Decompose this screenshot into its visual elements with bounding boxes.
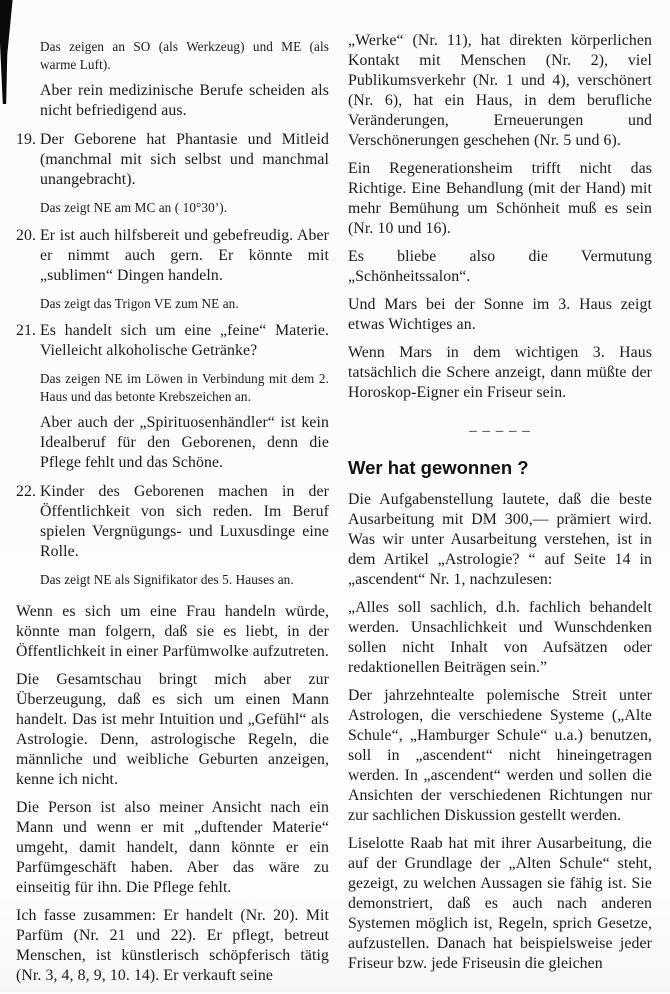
item-text: Er ist auch hilfsbereit und gebefreudig. Aber er nimmt auch gern. Er könnte mit „sublimen“ Dingen handeln. (40, 226, 329, 284)
item-text: Der Geborene hat Phantasie und Mitleid (manchmal mit sich selbst und manchmal unangebracht). (40, 131, 329, 188)
body-paragraph: Die Aufgabenstellung lautete, daß die beste Ausarbeitung mit DM 300,— prämiert wird. Was wir unter Ausarbeitung verstehen, ist in dem Artikel „Astrologie? “ auf Seite 14 in „ascendent“ Nr. 1, nachzulesen: (348, 491, 652, 588)
left-column (16, 31, 329, 994)
item-number: 19. (16, 131, 37, 148)
numbered-item-20 (16, 226, 329, 286)
scan-corner-artifact (0, 0, 14, 104)
body-paragraph: Und Mars bei der Sonne im 3. Haus zeigt etwas Wichtiges an. (348, 296, 652, 333)
annotation-note: Das zeigt NE als Signifikator des 5. Hauses an. (40, 572, 294, 587)
annotation-note: Das zeigt das Trigon VE zum NE an. (40, 295, 239, 311)
item-number: 20. (16, 226, 37, 244)
right-column (348, 31, 652, 982)
numbered-item-21 (16, 321, 329, 361)
numbered-item-19 (16, 130, 329, 190)
body-paragraph: Liselotte Raab hat mit ihrer Ausarbeitung, die auf der Grundlage der „Alten Schule“ steht, gezeigt, zu welchen Aussagen sie fähig ist. Sie demonstriert, daß es auch nach anderen Systemen möglich ist, Regeln, sprich Gesetze, aufzustellen. Danach hat beispielsweise jeder Friseur bzw. jede Friseusin die gleichen (348, 835, 652, 972)
item-text: Es handelt sich um eine „feine“ Materie. Vielleicht alkoholische Getränke? (40, 322, 329, 359)
item-number: 22. (16, 483, 37, 500)
body-paragraph: Die Person ist also meiner Ansicht nach ein Mann und wenn er mit „duftender Materie“ umgeht, damit handelt, dann könnte er ein Parfümgeschäft haben. Aber das wäre zu einseitig für ihn. Die Pflege fehlt. (16, 798, 329, 896)
dashed-separator: – – – – – (469, 423, 531, 439)
item-text: Kinder des Geborenen machen in der Öffentlichkeit von sich reden. Im Beruf spielen Vergnügungs- und Luxusdinge eine Rolle. (40, 483, 329, 560)
item-number: 21. (16, 322, 37, 339)
body-paragraph: Es bliebe also die Vermutung „Schönheitssalon“. (348, 248, 652, 285)
numbered-item-22 (16, 482, 329, 562)
annotation-note: Das zeigen NE im Löwen in Verbindung mit dem 2. Haus und das betonte Krebszeichen an. (40, 371, 329, 404)
body-paragraph: Wenn es sich um eine Frau handeln würde, könnte man folgern, daß sie es liebt, in der Öffentlichkeit in einer Parfümwolke aufzutreten. (16, 602, 329, 660)
body-paragraph: Die Gesamtschau bringt mich aber zur Überzeugung, daß es sich um einen Mann handelt. Das ist mehr Intuition und „Gefühl“ als Astrologie. Denn, astrologische Regeln, die männliche und weibliche Geburten anzeigen, kenne ich nicht. (16, 670, 329, 788)
body-paragraph: „Alles soll sachlich, d.h. fachlich behandelt werden. Unsachlichkeit und Wunschdenken sollen nicht Inhalt von Aufsätzen oder redaktionellen Beiträgen sein.” (348, 599, 652, 676)
body-paragraph: „Werke“ (Nr. 11), hat direkten körperlichen Kontakt mit Menschen (Nr. 2), viel Publikumsverkehr (Nr. 1 und 4), verschönert (Nr. 6), hat ein Haus, in dem berufliche Veränderungen, Erneuerungen und Verschönerungen geschehen (Nr. 5 und 6). (348, 32, 652, 149)
annotation-note: Das zeigen an SO (als Werkzeug) und ME (als warme Luft). (40, 39, 329, 72)
body-paragraph: Aber rein medizinische Berufe scheiden als nicht befriedigend aus. (40, 82, 329, 119)
section-heading: Wer hat gewonnen ? (348, 457, 529, 478)
body-paragraph: Ein Regenerationsheim trifft nicht das Richtige. Eine Behandlung (mit der Hand) mit mehr Bemühung um Schönheit muß es sein (Nr. 10 und 16). (348, 160, 652, 237)
body-paragraph: Der jahrzehntealte polemische Streit unter Astrologen, die verschiedene Systeme („Alte Schule“, „Hamburger Schule“ u.a.) benutzen, soll in „ascendent“ nicht hineingetragen werden. In „ascendent“ werden und sollen die Ansichten der verschiedenen Richtungen nur zur sachlichen Diskussion gestellt werden. (348, 687, 652, 824)
annotation-note: Das zeigt NE am MC an ( 10°30’). (40, 200, 228, 215)
body-paragraph: Wenn Mars in dem wichtigen 3. Haus tatsächlich die Schere anzeigt, dann müßte der Horoskop-Eigner ein Friseur sein. (348, 344, 652, 401)
body-paragraph: Ich fasse zusammen: Er handelt (Nr. 20). Mit Parfüm (Nr. 21 und 22). Er pflegt, betreut Menschen, ist künstlerisch schöpferisch tätig (Nr. 3, 4, 8, 9, 10. 14). Er verkauft seine (16, 906, 329, 984)
body-paragraph: Aber auch der „Spirituosenhändler“ ist kein Idealberuf für den Geborenen, denn die Pflege fehlt und das Schöne. (40, 414, 329, 471)
